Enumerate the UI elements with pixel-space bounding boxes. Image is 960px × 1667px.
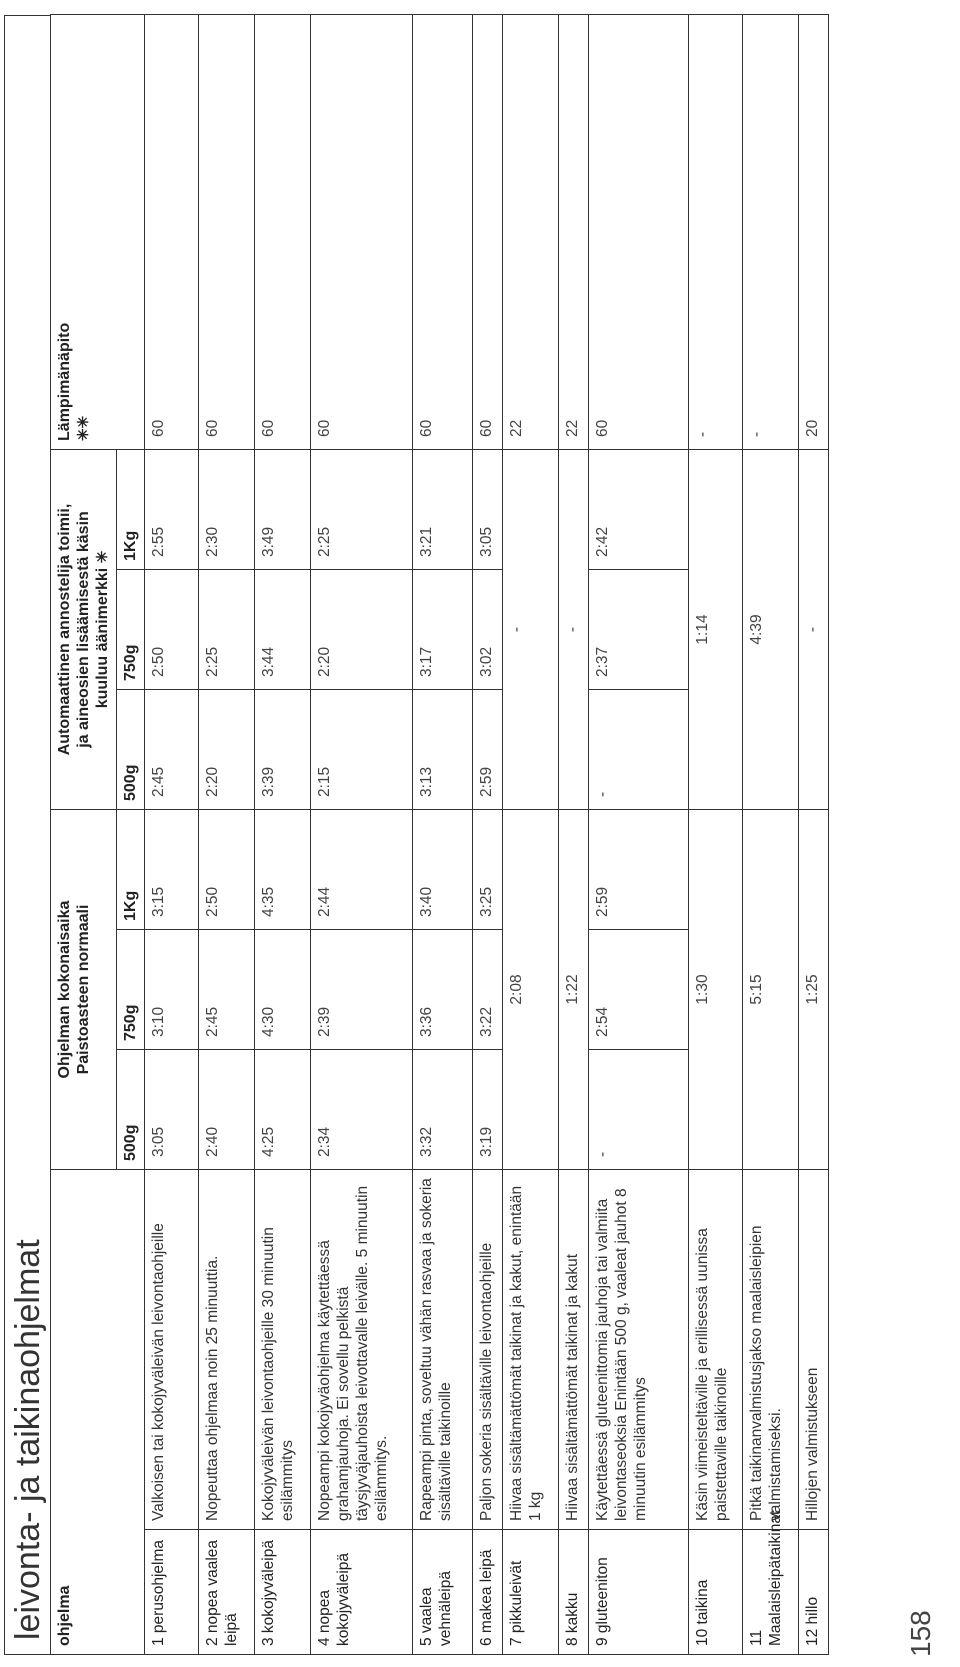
time-750g-header: 750g — [117, 930, 145, 1050]
asterisk-icon: ✳ — [94, 550, 111, 564]
dispenser-time-merged: 4:39 — [743, 449, 799, 809]
program-name: 12 hillo — [799, 1530, 829, 1655]
table-row — [145, 14, 199, 1654]
dispenser-header — [51, 449, 117, 809]
disp-750g: 2:25 — [199, 570, 255, 690]
disp-500g: 3:39 — [255, 690, 311, 810]
time-1kg-header: 1Kg — [117, 810, 145, 930]
time-1kg: 3:25 — [473, 810, 503, 930]
double-asterisk-icon: ✳✳ — [75, 415, 92, 441]
table-row — [255, 14, 311, 1654]
keep-warm: 22 — [559, 14, 589, 449]
disp-500g: 2:45 — [145, 690, 199, 810]
table-row — [743, 14, 799, 1654]
dispenser-header-line1: Automaattinen annostelija toimii, — [56, 503, 73, 756]
time-1kg: 2:59 — [589, 810, 689, 930]
dispenser-time-merged: 1:14 — [689, 449, 743, 809]
time-500g: 2:40 — [199, 1050, 255, 1170]
time-1kg: 2:44 — [311, 810, 413, 930]
disp-500g: 2:15 — [311, 690, 413, 810]
table-row — [689, 14, 743, 1654]
time-750g: 3:22 — [473, 930, 503, 1050]
keep-warm: 60 — [473, 14, 503, 449]
keep-warm: 60 — [413, 14, 473, 449]
time-1kg: 4:35 — [255, 810, 311, 930]
program-name: 4 nopea kokojyväleipä — [311, 1530, 413, 1655]
disp-1kg: 3:49 — [255, 449, 311, 569]
disp-500g: 2:59 — [473, 690, 503, 810]
disp-500g: - — [589, 690, 689, 810]
disp-500g: 2:20 — [199, 690, 255, 810]
time-500g: 2:34 — [311, 1050, 413, 1170]
program-description: Valkoisen tai kokojyväleivän leivontaohjeille — [145, 1170, 199, 1530]
page-title: leivonta- ja taikinaohjelmat — [4, 15, 50, 1655]
total-time-merged: 1:22 — [559, 810, 589, 1170]
table-row — [473, 14, 503, 1654]
time-1kg: 3:15 — [145, 810, 199, 930]
total-time-header — [51, 810, 117, 1170]
table-row — [311, 14, 413, 1654]
table-row — [589, 14, 689, 1654]
keep-warm: 60 — [589, 14, 689, 449]
disp-1kg: 3:21 — [413, 449, 473, 569]
time-500g: 3:32 — [413, 1050, 473, 1170]
dispenser-header-line3: kuuluu äänimerkki ✳ — [94, 550, 111, 709]
program-name: 8 kakku — [559, 1530, 589, 1655]
disp-750g: 3:02 — [473, 570, 503, 690]
total-time-merged: 5:15 — [743, 810, 799, 1170]
disp-1kg: 2:25 — [311, 449, 413, 569]
program-description: Paljon sokeria sisältäville leivontaohjeille — [473, 1170, 503, 1530]
keep-warm-label: Lämpimänäpito — [56, 322, 73, 441]
program-description: Kokojyväleivän leivontaohjeille 30 minuutin esilämmitys — [255, 1170, 311, 1530]
table-row — [199, 14, 255, 1654]
program-description: Käytettäessä gluteenittomia jauhoja tai valmiita leivontaseoksia Enintään 500 g, vaaleat jauhot 8 minuutin esilämmitys — [589, 1170, 689, 1530]
time-500g: 4:25 — [255, 1050, 311, 1170]
total-time-merged: 2:08 — [503, 810, 559, 1170]
page-number: 158 — [905, 1610, 936, 1657]
time-750g: 3:10 — [145, 930, 199, 1050]
keep-warm: - — [743, 14, 799, 449]
time-500g: 3:19 — [473, 1050, 503, 1170]
dispenser-header-line2: ja aineosien lisäämisestä käsin — [75, 511, 92, 748]
table-row — [559, 14, 589, 1654]
time-500g: - — [589, 1050, 689, 1170]
header-row — [51, 14, 117, 1654]
program-table — [50, 14, 829, 1655]
keep-warm: 60 — [311, 14, 413, 449]
total-time-merged: 1:30 — [689, 810, 743, 1170]
disp-500g: 3:13 — [413, 690, 473, 810]
keep-warm: 20 — [799, 14, 829, 449]
disp-750g: 2:20 — [311, 570, 413, 690]
program-name: 7 pikkuleivät — [503, 1530, 559, 1655]
total-time-header-line1: Ohjelman kokonaisaika — [56, 900, 73, 1079]
dispenser-time-merged: - — [559, 449, 589, 809]
keep-warm: 22 — [503, 14, 559, 449]
keep-warm: 60 — [255, 14, 311, 449]
dispenser-time-merged: - — [799, 449, 829, 809]
time-750g: 3:36 — [413, 930, 473, 1050]
disp-1kg: 2:55 — [145, 449, 199, 569]
program-description: Rapeampi pinta, soveltuu vähän rasvaa ja sokeria sisältäville taikinoille — [413, 1170, 473, 1530]
program-description: Pitkä taikinanvalmistusjakso maalaisleipien valmistamiseksi. — [743, 1170, 799, 1530]
keep-warm: - — [689, 14, 743, 449]
table-row — [503, 14, 559, 1654]
program-description: Hiivaa sisältämättömät taikinat ja kakut — [559, 1170, 589, 1530]
disp-1kg-header: 1Kg — [117, 449, 145, 569]
total-time-header-line2: Paistoasteen normaali — [75, 904, 92, 1075]
disp-1kg: 2:42 — [589, 449, 689, 569]
program-description: Hiivaa sisältämättömät taikinat ja kakut, enintään 1 kg — [503, 1170, 559, 1530]
disp-750g: 2:50 — [145, 570, 199, 690]
program-description: Hillojen valmistukseen — [799, 1170, 829, 1530]
disp-750g: 2:37 — [589, 570, 689, 690]
program-name: 10 taikina — [689, 1530, 743, 1655]
program-description: Käsin viimeisteltäville ja erillisessä uunissa paistettaville taikinoille — [689, 1170, 743, 1530]
time-750g: 2:45 — [199, 930, 255, 1050]
program-name: 1 perusohjelma — [145, 1530, 199, 1655]
time-500g: 3:05 — [145, 1050, 199, 1170]
time-750g: 4:30 — [255, 930, 311, 1050]
time-750g: 2:39 — [311, 930, 413, 1050]
keep-warm: 60 — [145, 14, 199, 449]
disp-750g: 3:44 — [255, 570, 311, 690]
program-name: 2 nopea vaalea leipä — [199, 1530, 255, 1655]
disp-1kg: 2:30 — [199, 449, 255, 569]
program-name: 3 kokojyväleipä — [255, 1530, 311, 1655]
table-row — [413, 14, 473, 1654]
disp-750g: 3:17 — [413, 570, 473, 690]
program-name: 6 makea leipä — [473, 1530, 503, 1655]
program-header: ohjelma — [51, 1170, 145, 1655]
time-1kg: 2:50 — [199, 810, 255, 930]
disp-750g-header: 750g — [117, 570, 145, 690]
total-time-merged: 1:25 — [799, 810, 829, 1170]
keep-warm: 60 — [199, 14, 255, 449]
time-750g: 2:54 — [589, 930, 689, 1050]
program-description: Nopeampi kokojyväohjelma käytettäessä grahamjauhoja. Ei sovellu pelkistä täysjyväjauhoista leivottavalle leivälle. 5 minuutin esilämmitys. — [311, 1170, 413, 1530]
program-description: Nopeuttaa ohjelmaa noin 25 minuuttia. — [199, 1170, 255, 1530]
time-500g-header: 500g — [117, 1050, 145, 1170]
table-row — [799, 14, 829, 1654]
program-name: 11 Maalaisleipätaikinat — [743, 1530, 799, 1655]
disp-1kg: 3:05 — [473, 449, 503, 569]
program-name: 9 gluteeniton — [589, 1530, 689, 1655]
keep-warm-header — [51, 14, 145, 449]
time-1kg: 3:40 — [413, 810, 473, 930]
dispenser-time-merged: - — [503, 449, 559, 809]
disp-500g-header: 500g — [117, 690, 145, 810]
program-name: 5 vaalea vehnäleipä — [413, 1530, 473, 1655]
